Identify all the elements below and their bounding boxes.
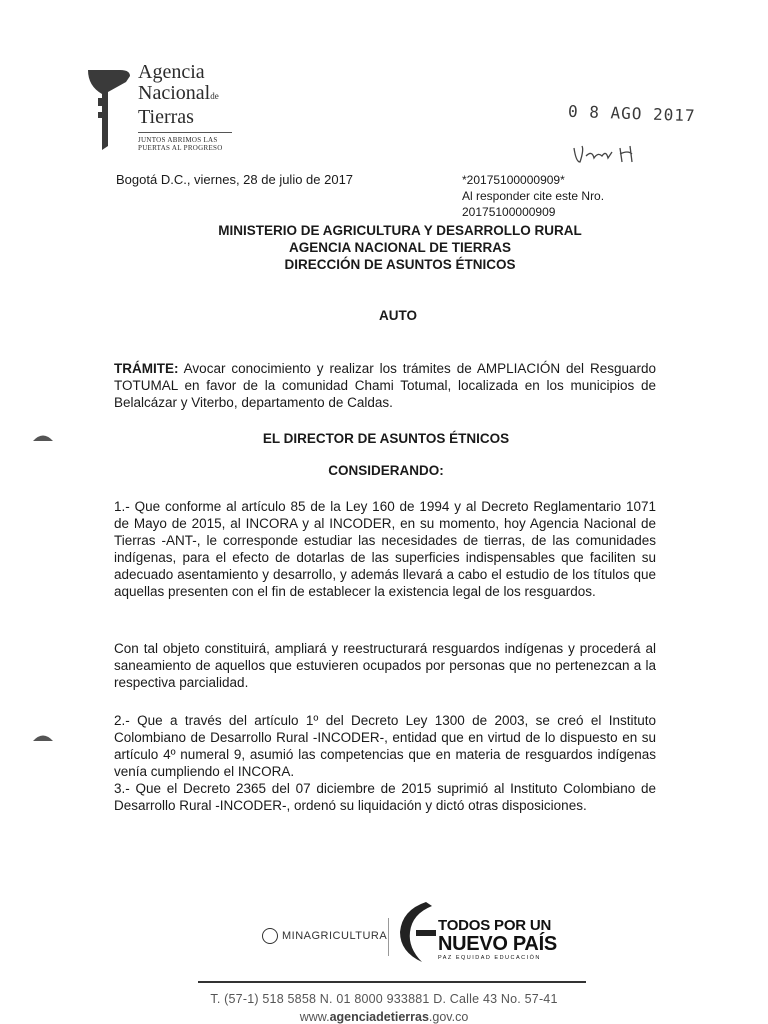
director-heading: EL DIRECTOR DE ASUNTOS ÉTNICOS (262, 431, 510, 446)
cite-number: 20175100000909 (462, 205, 556, 219)
cite-label: Al responder cite este Nro. (462, 189, 605, 203)
footer-contact: T. (57-1) 518 5858 N. 01 8000 933881 D. Calle 43 No. 57-41 (210, 992, 558, 1006)
logo-slogan-1: JUNTOS ABRIMOS LAS (138, 136, 218, 144)
punch-hole-mark (32, 732, 54, 742)
footer-divider (198, 981, 586, 983)
paragraph-2: Con tal objeto constituirá, ampliará y reestructurará resguardos indígenas y procederá al saneamiento de aquellos que estuvieren ocupados por personas que no pertenezcan a la respectiva parcialidad. (114, 641, 656, 690)
logo-line-1: Agencia (138, 61, 205, 83)
logo-slogan-2: PUERTAS AL PROGRESO (138, 144, 223, 152)
paragraph-4: 3.- Que el Decreto 2365 del 07 diciembre de 2015 suprimió al Instituto Colombiano de Desarrollo Rural -INCODER-, ordenó su liquidación y dictó otras disposiciones. (114, 781, 656, 813)
ministry-title: MINISTERIO DE AGRICULTURA Y DESARROLLO RURAL (218, 223, 582, 238)
todos-por-un-nuevo-pais-logo (438, 918, 557, 961)
footer-website (0, 1010, 768, 1024)
document-date: Bogotá D.C., viernes, 28 de julio de 2017 (116, 172, 354, 187)
paragraph-1: 1.- Que conforme al artículo 85 de la Ley 160 de 1994 y al Decreto Reglamentario 1071 de Mayo de 2015, al INCORA y al INCODER, en su momento, hoy Agencia Nacional de Tierras -ANT-, le corresponde estudiar las necesidades de tierras, de las comunidades indígenas, para el efecto de dotarlas de las superficies indispensables que faciliten su adecuado asentamiento y desarrollo, y además llevará a cabo el estudio de los títulos que aquellas presenten con el fin de establecer la existencia legal de los resguardos. (114, 499, 656, 599)
todos-tagline: PAZ EQUIDAD EDUCACIÓN (438, 955, 541, 961)
web-prefix: www. (299, 1010, 330, 1024)
considerando-heading: CONSIDERANDO: (328, 463, 444, 478)
logo-line-3: Tierras (138, 106, 194, 128)
minagricultura-logo (262, 928, 387, 944)
direction-title: DIRECCIÓN DE ASUNTOS ÉTNICOS (284, 257, 516, 272)
received-date-stamp: 0 8 AGO 2017 (567, 101, 696, 126)
web-domain: agenciadetierras (329, 1010, 429, 1024)
web-suffix: .gov.co (428, 1010, 469, 1024)
key-logo-icon (86, 68, 134, 150)
todos-line-1: TODOS POR UN (438, 917, 552, 934)
agency-title: AGENCIA NACIONAL DE TIERRAS (288, 240, 511, 255)
agency-logo-wordmark (138, 62, 232, 152)
footer-logo-divider (388, 918, 389, 956)
reference-number: *20175100000909* (462, 173, 565, 187)
punch-hole-mark (32, 432, 54, 442)
reference-block (462, 172, 604, 220)
paragraph-3: 2.- Que a través del artículo 1º del Decreto Ley 1300 de 2003, se creó el Instituto Colombiano de Desarrollo Rural -INCODER-, entidad que en virtud de lo dispuesto en su artículo 4º numeral 9, asumió las competencias que en materia de resguardos indígenas venía cumpliendo el INCORA. (114, 713, 656, 779)
flag-swoosh-icon (396, 900, 436, 964)
minagricultura-label: MINAGRICULTURA (282, 930, 388, 942)
coat-of-arms-icon (262, 928, 278, 944)
tramite-paragraph (114, 360, 656, 411)
auto-heading: AUTO (378, 308, 417, 323)
logo-line-2-small: de (210, 91, 219, 101)
logo-line-2-main: Nacional (138, 82, 211, 104)
logo-divider (138, 132, 232, 133)
document-titles (16, 222, 768, 273)
tramite-label: TRÁMITE: (114, 361, 179, 376)
todos-line-2: NUEVO PAÍS (438, 933, 557, 955)
logo-line-2 (138, 83, 232, 107)
handwritten-signature (570, 140, 652, 170)
tramite-text: Avocar conocimiento y realizar los trámites de AMPLIACIÓN del Resguardo TOTUMAL en favor de la comunidad Chami Totumal, localizada en los municipios de Belalcázar y Viterbo, departamento de Caldas. (114, 361, 656, 410)
